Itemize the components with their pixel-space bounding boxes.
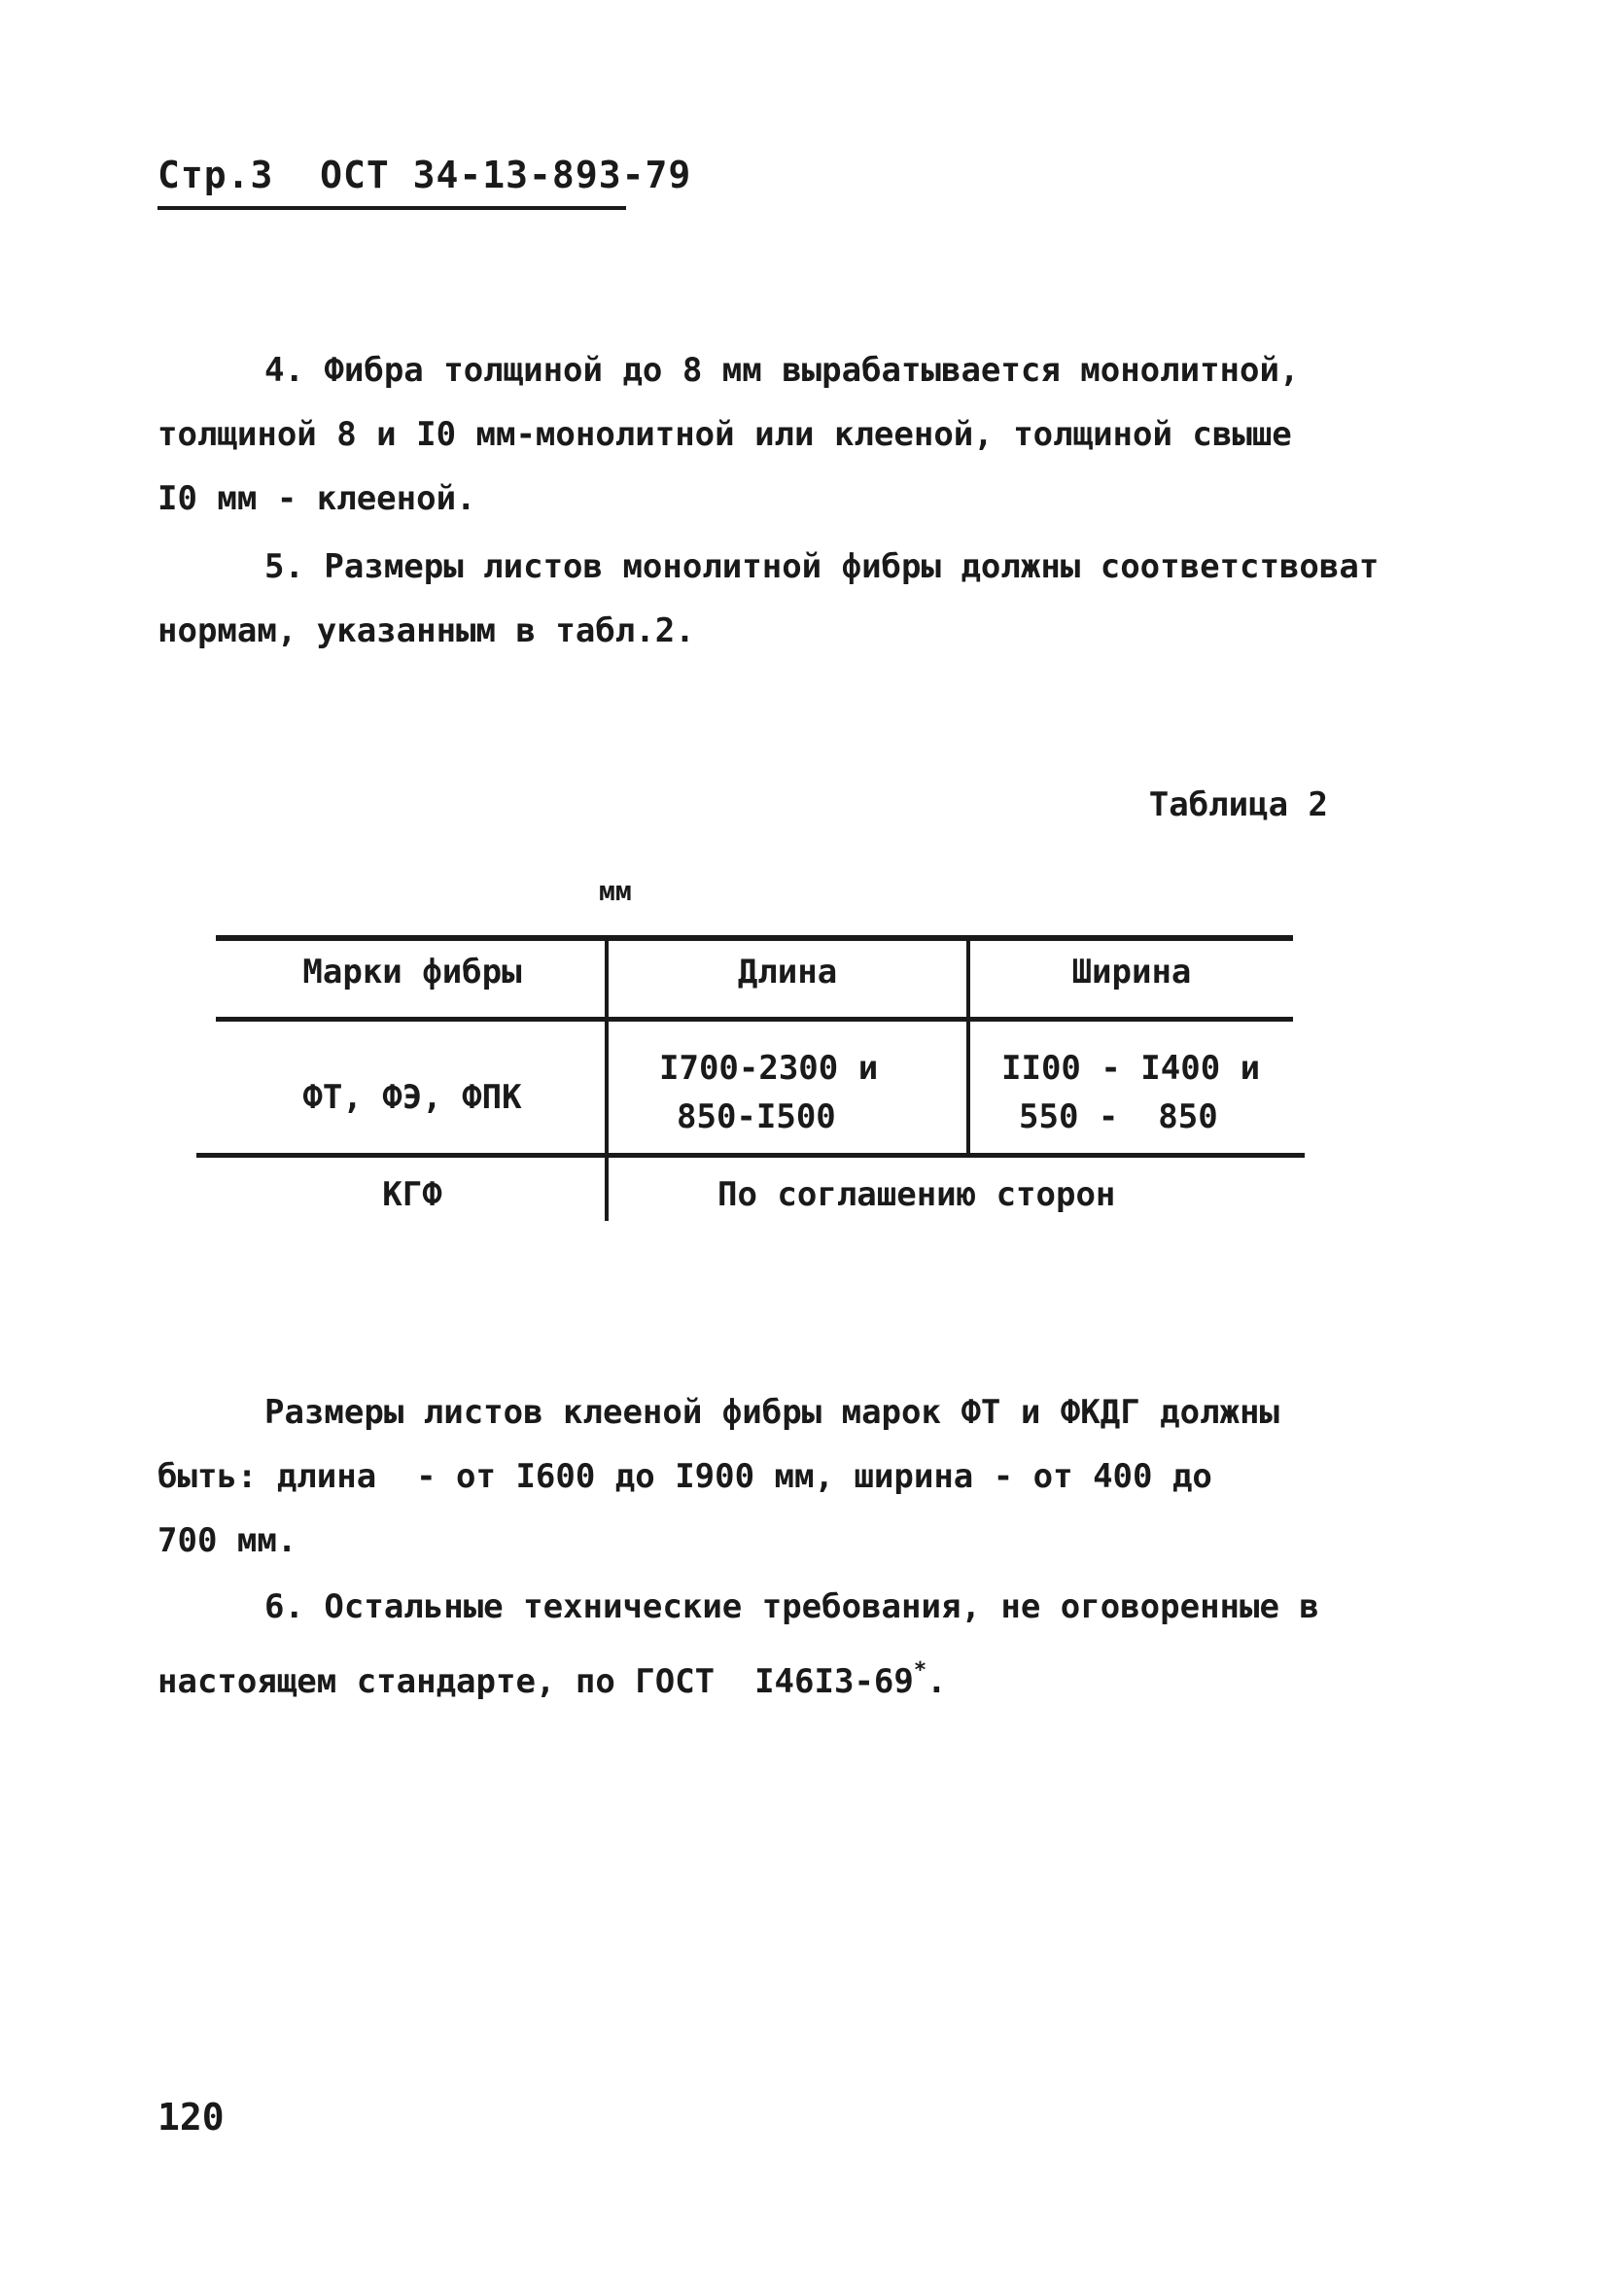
table-cell-grade: КГФ <box>382 1175 442 1214</box>
paragraph-line <box>157 1639 1344 1714</box>
table-top-rule <box>216 935 1293 941</box>
paragraph-line: Размеры листов клееной фибры марок ФТ и ФКДГ должны <box>264 1393 1279 1432</box>
header-underline <box>157 206 626 210</box>
page-header <box>157 154 691 196</box>
table-cell-length <box>659 1044 878 1141</box>
paragraph-line: I0 мм - клееной. <box>157 479 476 518</box>
table-header-grade: Марки фибры <box>302 953 522 991</box>
paragraph-5 <box>157 535 1380 663</box>
footnote-mark: * <box>913 1658 927 1683</box>
table-cell-line: 850-I500 <box>677 1097 836 1136</box>
paragraph-line: 4. Фибра толщиной до 8 мм вырабатывается монолитной, <box>264 351 1300 390</box>
paragraph-line: 700 мм. <box>157 1521 297 1560</box>
paragraph-glued <box>157 1380 1344 1573</box>
table-cell-width <box>1001 1044 1260 1141</box>
page-number: 120 <box>157 2096 225 2139</box>
paragraph-line: толщиной 8 и I0 мм-монолитной или клееной, толщиной свыше <box>157 415 1292 454</box>
table-cell-grade: ФТ, ФЭ, ФПК <box>302 1078 522 1117</box>
table-cell-merged: По соглашению сторон <box>717 1175 1116 1214</box>
table-units: мм <box>599 875 632 907</box>
paragraph-6 <box>157 1575 1344 1714</box>
paragraph-text: настоящем стандарте, по ГОСТ I46I3-69 <box>157 1662 914 1701</box>
paragraph-end: . <box>926 1662 947 1701</box>
table-header-length: Длина <box>737 953 838 991</box>
table-header-width: Ширина <box>1071 953 1192 991</box>
table-row-rule <box>196 1153 1305 1158</box>
page-label: Стр.3 <box>157 154 274 196</box>
paragraph-line: 5. Размеры листов монолитной фибры должны соответствоват <box>264 547 1380 586</box>
table-caption: Таблица 2 <box>1148 785 1328 824</box>
paragraph-line: быть: длина - от I600 до I900 мм, ширина - от 400 до <box>157 1457 1212 1496</box>
table-cell-line: I700-2300 и <box>659 1049 879 1088</box>
paragraph-line: 6. Остальные технические требования, не оговоренные в <box>264 1587 1319 1626</box>
table-cell-line: II00 - I400 и <box>1001 1049 1261 1088</box>
standard-code: ОСТ 34-13-893-79 <box>320 154 692 196</box>
table-cell-line: 550 - 850 <box>1019 1097 1218 1136</box>
paragraph-line: нормам, указанным в табл.2. <box>157 611 695 650</box>
table-header-rule <box>216 1017 1293 1022</box>
paragraph-4 <box>157 338 1344 531</box>
